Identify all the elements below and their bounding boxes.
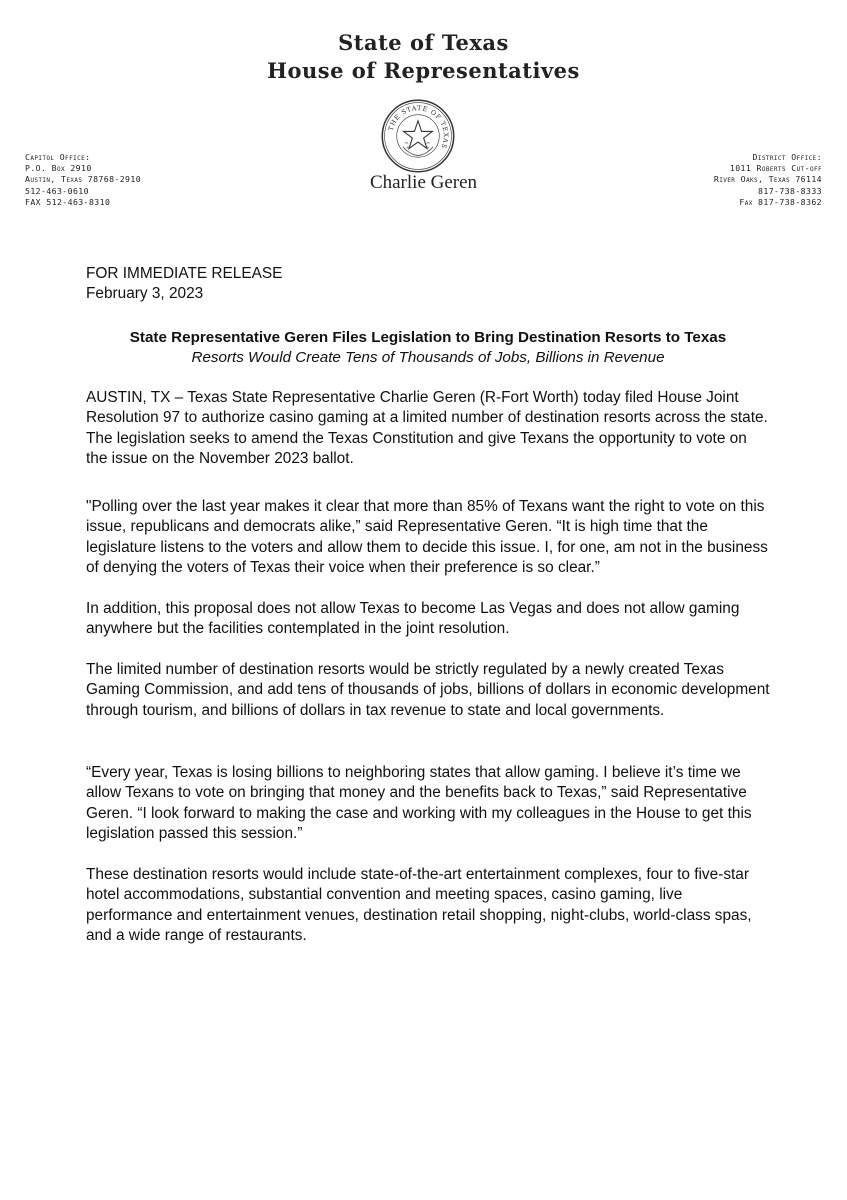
letterhead-state-title: State of Texas [338,30,509,55]
representative-name: Charlie Geren [369,172,478,193]
press-release-subheadline: Resorts Would Create Tens of Thousands of Jobs, Billions in Revenue [191,349,665,366]
capitol-office-line: 512-463-0610 [25,185,89,196]
capitol-office-line: FAX 512-463-8310 [25,196,111,207]
body-paragraph: "Polling over the last year makes it clear that more than 85% of Texans want the right to vote on this issue, republicans and democrats alike,” said Representative Geren. “It is high time that the legislature listens to the voters and allow them to decide this issue. I, for one, am not in the business of denying the voters of Texas their voice when their preference is so clear.” [86,498,768,577]
capitol-office-heading: Capitol Office: [25,152,91,162]
body-paragraph: AUSTIN, TX – Texas State Representative Charlie Geren (R-Fort Worth) today filed House Joint Resolution 97 to authorize casino gaming at a limited number of destination resorts across the state. The legislation seeks to amend the Texas Constitution and give Texans the opportunity to vote on the issue on the November 2023 ballot. [86,389,768,468]
body-paragraph: “Every year, Texas is losing billions to neighboring states that allow gaming. I believe it’s time we allow Texans to vote on bringing that money and the benefits back to Texas,” said Representative Geren. “I look forward to making the case and working with my colleagues in the House to get this legislation passed this session.” [86,764,752,843]
release-label: FOR IMMEDIATE RELEASE [86,265,283,282]
body-paragraph: In addition, this proposal does not allow Texas to become Las Vegas and does not allow gaming anywhere but the facilities contemplated in the joint resolution. [86,600,740,638]
district-office-heading: District Office: [752,152,822,162]
release-date: February 3, 2023 [86,285,204,303]
release-info [86,264,770,305]
capitol-office-line: P.O. Box 2910 [25,163,92,174]
district-office-line: 817-738-8333 [758,185,822,196]
district-office-line: Fax 817-738-8362 [739,196,822,207]
body-paragraph: These destination resorts would include state-of-the-art entertainment complexes, four to five-star hotel accommodations, substantial convention and meeting spaces, casino gaming, live performance and entertainment venues, destination retail shopping, night-clubs, world-class spas, and a wide range of restaurants. [86,866,752,945]
district-office-address [714,152,822,208]
capitol-office-line: Austin, Texas 78768-2910 [25,174,142,185]
letterhead-house-title: House of Representatives [267,58,580,83]
district-office-line: River Oaks, Texas 76114 [713,174,822,185]
seal-text: THE STATE OF TEXAS [386,104,450,151]
district-office-line: 1011 Roberts Cut-off [729,163,822,174]
body-paragraph: The limited number of destination resorts would be strictly regulated by a newly created Texas Gaming Commission, and add tens of thousands of jobs, billions of dollars in economic development through tourism, and billions of dollars in tax revenue to state and local governments. [86,661,770,719]
capitol-office-address [25,152,141,208]
state-seal-icon [380,98,456,174]
press-release-headline: State Representative Geren Files Legislation to Bring Destination Resorts to Texas [129,329,727,346]
